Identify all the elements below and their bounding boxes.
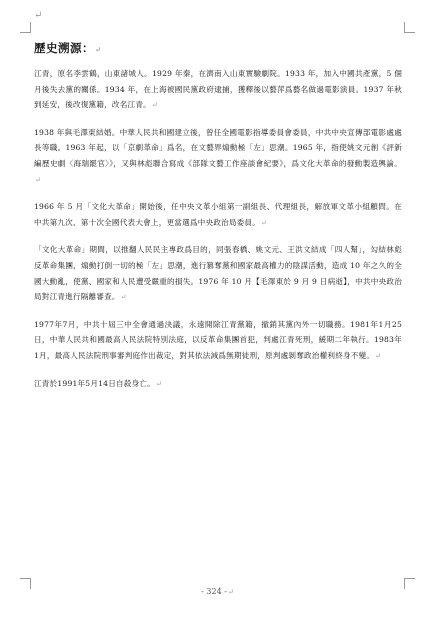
paragraph: 1966 年 5 月「文化大革命」開始後，任中央文革小組第一副組長、代理組長，解放軍文革小組顧問。在中共第九次、第十次全國代表大會上，更當選爲中央政治局委員。↵ xyxy=(34,202,402,227)
paragraph-mark-icon: ↵ xyxy=(261,218,268,227)
paragraph-mark-icon: ↵ xyxy=(34,10,43,21)
margin-corner-top-right xyxy=(404,22,415,33)
paragraph-mark-icon: ↵ xyxy=(375,351,382,360)
paragraph: 江青於1991年5月14日自殺身亡。↵ xyxy=(34,378,163,388)
paragraph-mark-icon: ↵ xyxy=(35,175,42,184)
paragraph: 1977年7月，中共十屆三中全會通過決議，永遠開除江青黨籍，撤銷其黨內外一切職務。1981年1月25日，中華人民共和國最高人民法院特別法庭，以反革命集團首犯，判處江青死刑，緩期二年執行。1983年1月，最高人民法院刑事審判庭作出裁定，對其依法減爲無期徒刑，原判處剝奪政治權利終身不變。↵ xyxy=(34,319,402,360)
paragraph-mark-icon: ↵ xyxy=(227,588,234,596)
page-number: - 324 -↵ xyxy=(201,587,234,596)
paragraph-mark-icon: ↵ xyxy=(120,293,127,302)
document-body[interactable] xyxy=(34,40,402,403)
paragraph-mark-icon: ↵ xyxy=(155,379,163,388)
paragraph: 1938 年與毛澤東結婚。中華人民共和國建立後，曾任全國電影指導委員會委員，中共中央宣傳部電影處處長等職。1963 年起，以「京劇革命」爲名，在文藝界煽動極「左」思潮。1965 年，指使姚文元創《評新編歷史劇〈海瑞罷官〉》，又與林彪聯合寫成《部隊文藝工作座談會紀要》，爲文化大革命的發動製造輿論。↵ xyxy=(34,127,402,184)
margin-corner-top-left xyxy=(20,22,31,33)
section-title: 歷史溯源：↵ xyxy=(34,41,102,55)
paragraph-mark-icon: ↵ xyxy=(151,101,158,110)
paragraph: 「文化大革命」期間，以推翻人民民主專政爲目的，同張春橋、姚文元、王洪文結成「四人幫」，勾結林彪反革命集團，煽動打倒一切的極「左」思潮，進行篡奪黨和國家最高權力的陰謀活動，造成 10 年之久的全國大動亂，使黨、國家和人民遭受嚴重的損失。1976 年 10 月【毛澤東於 9 月 9 日病逝】，中共中央政治局對江青進行隔離審查。↵ xyxy=(34,245,402,302)
paragraph: 江青，原名李雲鶴，山東諸城人。1929 年秦，在濟南入山東實驗劇院。1933 年，加入中國共產黨，5 個月後失去黨的關係。1934 年，在上海被國民黨政府逮捕，獲釋後以藝萍爲藝名做過電影演員。1937 年秋到延安，後改復黨籍，改名江青。↵ xyxy=(34,69,402,110)
paragraph-mark-icon: ↵ xyxy=(95,45,102,54)
